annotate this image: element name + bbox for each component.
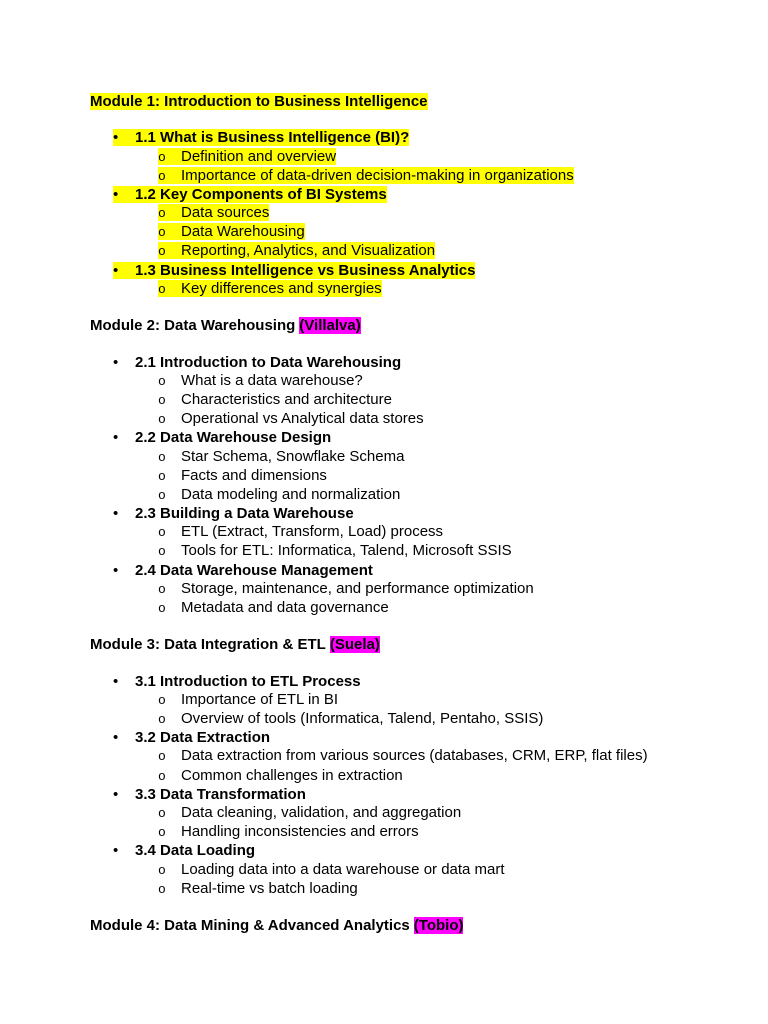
- sub-bullet-marker: o: [158, 168, 166, 184]
- item-highlight: [158, 148, 336, 165]
- section-title: 3.2 Data Extraction: [135, 729, 271, 747]
- section-heading: [90, 673, 768, 691]
- item-text: Loading data into a data warehouse or data mart: [181, 860, 505, 878]
- sub-bullet-marker: o: [158, 712, 166, 728]
- module-title: Module 1: Introduction to Business Intelligence: [90, 93, 428, 110]
- bullet-marker: •: [113, 842, 119, 860]
- item-text: Data Warehousing: [181, 223, 305, 241]
- sub-bullet-marker: o: [158, 206, 166, 222]
- section-title: 1.3 Business Intelligence vs Business Analytics: [135, 261, 476, 279]
- module-3-outline: [90, 673, 768, 899]
- list-item: [90, 486, 768, 505]
- section-heading: [90, 729, 768, 747]
- bullet-marker: •: [113, 261, 119, 279]
- sub-bullet-marker: o: [158, 449, 166, 465]
- section-title: 2.2 Data Warehouse Design: [135, 429, 332, 447]
- list-item: [90, 747, 768, 766]
- item-text: Importance of ETL in BI: [181, 690, 339, 708]
- list-item: [90, 410, 768, 429]
- item-text: Characteristics and architecture: [181, 390, 392, 408]
- item-text: Definition and overview: [181, 147, 337, 165]
- item-text: Metadata and data governance: [181, 599, 389, 617]
- item-text: Importance of data-driven decision-making in organizations: [181, 166, 574, 184]
- sub-bullet-marker: o: [158, 281, 166, 297]
- section-title: 3.3 Data Transformation: [135, 785, 306, 803]
- list-item: [90, 391, 768, 410]
- sub-bullet-marker: o: [158, 412, 166, 428]
- sub-bullet-marker: o: [158, 601, 166, 617]
- item-highlight: [158, 223, 305, 240]
- module-4-heading: [90, 917, 768, 935]
- item-text: Operational vs Analytical data stores: [181, 410, 424, 428]
- bullet-marker: •: [113, 561, 119, 579]
- item-text: ETL (Extract, Transform, Load) process: [181, 523, 444, 541]
- sub-bullet-marker: o: [158, 487, 166, 503]
- section-heading: [90, 354, 768, 372]
- module-1-heading: [90, 93, 768, 111]
- section-title: 2.3 Building a Data Warehouse: [135, 505, 354, 523]
- section-heading: [90, 786, 768, 804]
- module-title: Module 3: Data Integration & ETL: [90, 636, 326, 654]
- item-text: Reporting, Analytics, and Visualization: [181, 242, 436, 260]
- item-text: Star Schema, Snowflake Schema: [181, 447, 405, 465]
- item-text: Data modeling and normalization: [181, 485, 401, 503]
- sub-bullet-marker: o: [158, 244, 166, 260]
- list-item: [90, 523, 768, 542]
- sub-bullet-marker: o: [158, 692, 166, 708]
- bullet-marker: •: [113, 785, 119, 803]
- module-2-heading: [90, 317, 768, 335]
- section-title: 3.4 Data Loading: [135, 842, 256, 860]
- bullet-marker: •: [113, 729, 119, 747]
- sub-bullet-marker: o: [158, 392, 166, 408]
- sub-bullet-marker: o: [158, 806, 166, 822]
- section-title: 1.2 Key Components of BI Systems: [135, 185, 387, 203]
- section-title: 3.1 Introduction to ETL Process: [135, 672, 361, 690]
- item-text: Tools for ETL: Informatica, Talend, Microsoft SSIS: [181, 542, 512, 560]
- section-title: 1.1 What is Business Intelligence (BI)?: [135, 129, 410, 147]
- list-item: [90, 242, 768, 261]
- list-item: [90, 710, 768, 729]
- item-text: Real-time vs batch loading: [181, 879, 358, 897]
- sub-bullet-marker: o: [158, 468, 166, 484]
- bullet-marker: •: [113, 185, 119, 203]
- item-text: Data cleaning, validation, and aggregation: [181, 804, 462, 822]
- list-item: [90, 167, 768, 186]
- item-highlight: [158, 280, 382, 297]
- list-item: [90, 580, 768, 599]
- bullet-marker: •: [113, 505, 119, 523]
- sub-bullet-marker: o: [158, 768, 166, 784]
- sub-bullet-marker: o: [158, 225, 166, 241]
- bullet-marker: •: [113, 353, 119, 371]
- list-item: [90, 448, 768, 467]
- list-item: [90, 223, 768, 242]
- list-item: [90, 804, 768, 823]
- sub-bullet-marker: o: [158, 825, 166, 841]
- list-item: [90, 691, 768, 710]
- list-item: [90, 148, 768, 167]
- section-title: 2.1 Introduction to Data Warehousing: [135, 353, 402, 371]
- item-text: Facts and dimensions: [181, 466, 327, 484]
- section-highlight: [113, 262, 475, 279]
- list-item: [90, 204, 768, 223]
- item-text: What is a data warehouse?: [181, 371, 363, 389]
- list-item: [90, 599, 768, 618]
- sub-bullet-marker: o: [158, 525, 166, 541]
- assignee-tag: (Tobio): [413, 917, 464, 935]
- section-highlight: [113, 129, 409, 146]
- section-heading: [90, 842, 768, 860]
- module-2-outline: [90, 354, 768, 619]
- list-item: [90, 542, 768, 561]
- sub-bullet-marker: o: [158, 749, 166, 765]
- sub-bullet-marker: o: [158, 862, 166, 878]
- list-item: [90, 372, 768, 391]
- list-item: [90, 823, 768, 842]
- section-heading: [90, 429, 768, 447]
- section-heading: [90, 186, 768, 204]
- list-item: [90, 861, 768, 880]
- item-text: Key differences and synergies: [181, 279, 382, 297]
- section-heading: [90, 505, 768, 523]
- module-title: Module 4: Data Mining & Advanced Analytics: [90, 917, 410, 935]
- section-heading: [90, 129, 768, 147]
- sub-bullet-marker: o: [158, 149, 166, 165]
- section-highlight: [113, 186, 387, 203]
- section-heading: [90, 562, 768, 580]
- list-item: [90, 467, 768, 486]
- list-item: [90, 880, 768, 899]
- item-text: Data sources: [181, 204, 270, 222]
- sub-bullet-marker: o: [158, 544, 166, 560]
- bullet-marker: •: [113, 429, 119, 447]
- assignee-tag: (Suela): [329, 636, 380, 654]
- item-highlight: [158, 204, 269, 221]
- bullet-marker: •: [113, 672, 119, 690]
- item-text: Storage, maintenance, and performance optimization: [181, 579, 534, 597]
- item-text: Common challenges in extraction: [181, 766, 403, 784]
- sub-bullet-marker: o: [158, 881, 166, 897]
- bullet-marker: •: [113, 129, 119, 147]
- module-3-heading: [90, 636, 768, 654]
- item-text: Handling inconsistencies and errors: [181, 823, 419, 841]
- list-item: [90, 767, 768, 786]
- module-1-outline: [90, 129, 768, 299]
- section-title: 2.4 Data Warehouse Management: [135, 561, 373, 579]
- list-item: [90, 280, 768, 299]
- item-highlight: [158, 167, 574, 184]
- sub-bullet-marker: o: [158, 373, 166, 389]
- item-text: Overview of tools (Informatica, Talend, Pentaho, SSIS): [181, 710, 544, 728]
- module-title: Module 2: Data Warehousing: [90, 317, 296, 335]
- assignee-tag: (Villalva): [299, 317, 361, 335]
- item-highlight: [158, 242, 435, 259]
- item-text: Data extraction from various sources (databases, CRM, ERP, flat files): [181, 747, 648, 765]
- section-heading: [90, 262, 768, 280]
- sub-bullet-marker: o: [158, 581, 166, 597]
